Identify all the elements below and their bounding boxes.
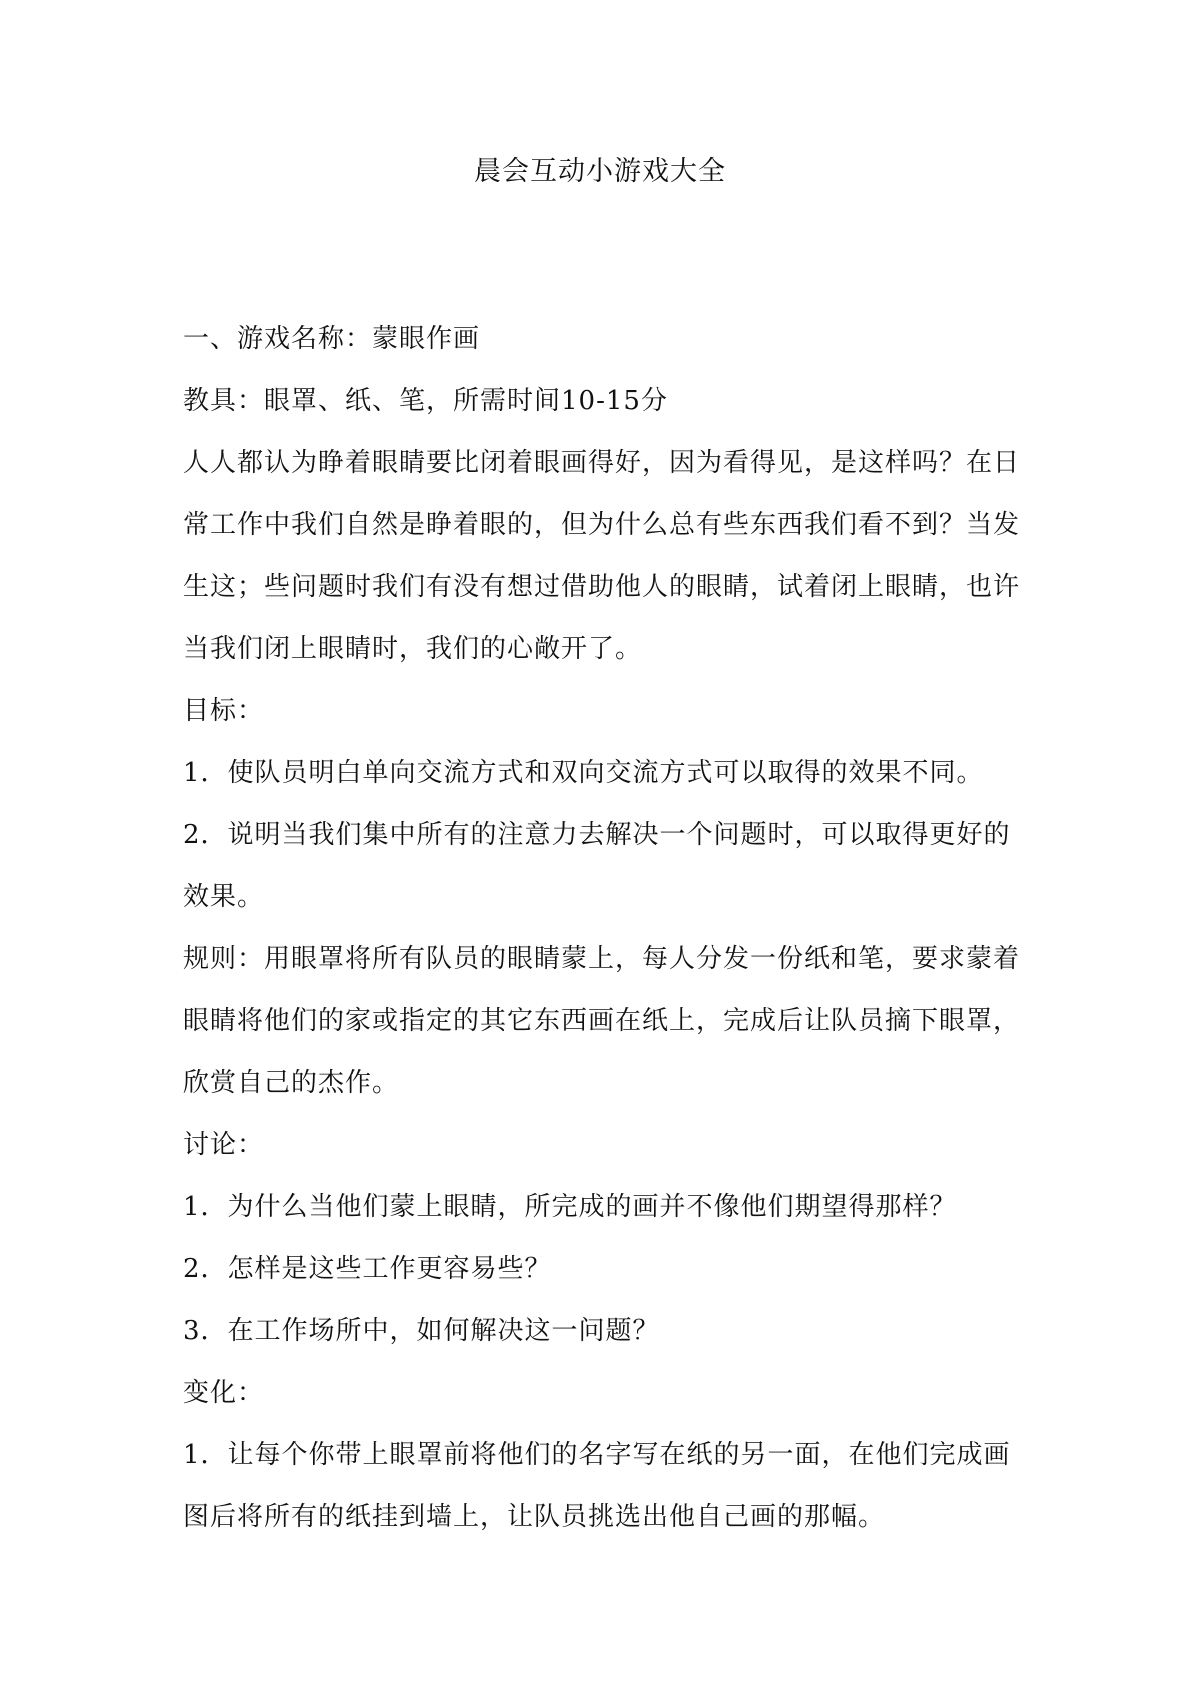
intro-paragraph: 人人都认为睁着眼睛要比闭着眼画得好，因为看得见，是这样吗？在日常工作中我们自然是睁着眼的，但为什么总有些东西我们看不到？当发生这；些问题时我们有没有想过借助他人的眼睛，试着闭上眼睛，也许当我们闭上眼睛时，我们的心敞开了。 [183,448,1021,664]
variation-heading: 变化： [183,1378,265,1408]
section-heading: 一、游戏名称：蒙眼作画 [183,324,481,354]
variation-item-1: 1．让每个你带上眼罩前将他们的名字写在纸的另一面，在他们完成画图后将所有的纸挂到墙上，让队员挑选出他自己画的那幅。 [183,1440,1011,1532]
discussion-heading: 讨论： [183,1130,265,1160]
materials-line: 教具：眼罩、纸、笔，所需时间10-15分 [183,386,668,416]
discussion-item-2: 2．怎样是这些工作更容易些？ [183,1254,552,1284]
document-body [183,308,1025,1548]
discussion-item-1: 1．为什么当他们蒙上眼睛，所完成的画并不像他们期望得那样？ [183,1192,957,1222]
rules-paragraph: 规则：用眼罩将所有队员的眼睛蒙上，每人分发一份纸和笔，要求蒙着眼睛将他们的家或指定的其它东西画在纸上，完成后让队员摘下眼罩，欣赏自己的杰作。 [183,944,1021,1098]
discussion-item-3: 3．在工作场所中，如何解决这一问题？ [183,1316,660,1346]
goals-heading: 目标： [183,696,265,726]
goal-item-2: 2．说明当我们集中所有的注意力去解决一个问题时，可以取得更好的效果。 [183,820,1011,912]
goal-item-1: 1．使队员明白单向交流方式和双向交流方式可以取得的效果不同。 [183,758,984,788]
document-title: 晨会互动小游戏大全 [474,156,726,187]
